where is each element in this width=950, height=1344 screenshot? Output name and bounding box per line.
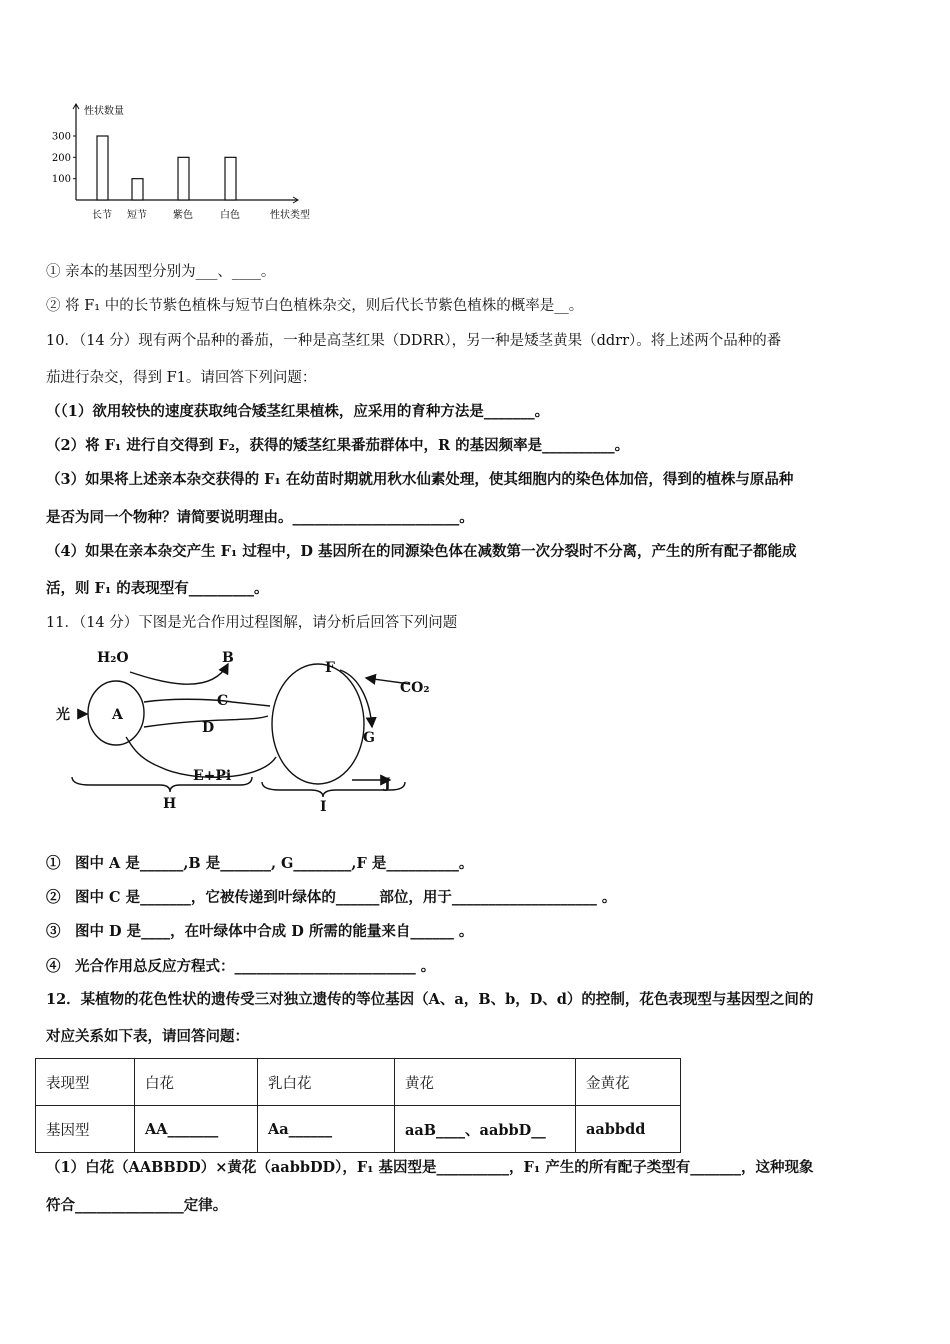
label-h: H bbox=[163, 796, 177, 812]
q9-sub2: ② 将 F₁ 中的长节紫色植株与短节白色植株杂交，则后代长节紫色植株的概率是__。 bbox=[46, 298, 584, 314]
q10-stem-line1: 10．（14 分）现有两个品种的番茄，一种是高茎红果（DDRR），另一种是矮茎黄果（ddrr）。将上述两个品种的番 bbox=[46, 333, 782, 349]
label-b: B bbox=[222, 650, 234, 666]
q12-stem-line2: 对应关系如下表，请回答问题： bbox=[46, 1028, 249, 1045]
y-tick-label: 300 bbox=[51, 131, 71, 143]
q9-sub1: ① 亲本的基因型分别为___、____。 bbox=[46, 264, 276, 280]
q10-part4-line2: 活，则 F₁ 的表现型有_________。 bbox=[46, 580, 269, 597]
label-g: G bbox=[363, 730, 375, 746]
y-axis-label: 性状数量 bbox=[84, 106, 124, 117]
label-light: 光 bbox=[56, 707, 70, 723]
label-f: F bbox=[325, 660, 335, 676]
x-tick-label: 长节 bbox=[92, 210, 112, 221]
q10-part4-line1: （4）如果在亲本杂交产生 F₁ 过程中，D 基因所在的同源染色体在减数第一次分裂时不分离，产生的所有配子都能成 bbox=[46, 543, 797, 560]
label-j: J bbox=[384, 776, 391, 792]
q10-part3-line2: 是否为同一个物种？请简要说明理由。_______________________。 bbox=[46, 509, 474, 526]
y-tick-label: 100 bbox=[51, 174, 71, 186]
q12-part1-line1: （1）白花（AABBDD）×黄花（aabbDD），F₁ 基因型是__________，F₁ 产生的所有配子类型有_______，这种现象 bbox=[46, 1159, 814, 1176]
q10-part2: （2）将 F₁ 进行自交得到 F₂，获得的矮茎红果番茄群体中，R 的基因频率是__________。 bbox=[46, 437, 630, 454]
table-cell: 黄花 bbox=[395, 1059, 576, 1106]
q11-sub2: ② 图中 C 是_______，它被传递到叶绿体的______部位，用于____________________ 。 bbox=[46, 889, 617, 906]
table-cell: 乳白花 bbox=[258, 1059, 395, 1106]
q10-part3-line1: （3）如果将上述亲本杂交获得的 F₁ 在幼苗时期就用秋水仙素处理，使其细胞内的染色体加倍，得到的植株与原品种 bbox=[46, 471, 794, 488]
label-c: C bbox=[217, 693, 229, 709]
label-epi: E+Pi bbox=[193, 768, 232, 784]
label-i: I bbox=[320, 799, 327, 815]
table-row bbox=[36, 1059, 681, 1106]
table-cell: 表现型 bbox=[36, 1059, 135, 1106]
table-cell: 白花 bbox=[135, 1059, 258, 1106]
table-cell: aaB____、aabbD__ bbox=[395, 1106, 576, 1153]
q12-part1-line2: 符合_______________定律。 bbox=[46, 1197, 228, 1214]
bar-短节 bbox=[132, 179, 143, 200]
calvin-cycle-circle bbox=[272, 664, 364, 784]
x-tick-label: 白色 bbox=[220, 210, 240, 221]
q12-stem-line1: 12．某植物的花色性状的遗传受三对独立遗传的等位基因（A、a，B、b，D、d）的控制，花色表现型与基因型之间的 bbox=[46, 991, 814, 1008]
bar-长节 bbox=[97, 136, 108, 200]
table-cell: 金黄花 bbox=[576, 1059, 681, 1106]
x-axis-label: 性状类型 bbox=[270, 210, 310, 221]
label-h2o: H₂O bbox=[97, 650, 129, 666]
table-cell: AA_______ bbox=[135, 1106, 258, 1153]
q11-sub1: ① 图中 A 是______,B 是_______, G________,F 是__________。 bbox=[46, 855, 474, 872]
q11-sub3: ③ 图中 D 是____，在叶绿体中合成 D 所需的能量来自______ 。 bbox=[46, 923, 474, 940]
label-d: D bbox=[202, 720, 215, 736]
label-co2: CO₂ bbox=[400, 680, 430, 696]
water-to-b-arrow bbox=[130, 664, 228, 684]
chart-bars bbox=[97, 136, 236, 200]
c-to-cycle-line bbox=[232, 702, 270, 706]
table-row bbox=[36, 1106, 681, 1153]
table-cell: aabbdd bbox=[576, 1106, 681, 1153]
photosynthesis-diagram bbox=[40, 642, 460, 822]
table-cell: 基因型 bbox=[36, 1106, 135, 1153]
x-tick-label: 紫色 bbox=[173, 210, 193, 221]
q11-stem: 11．（14 分）下图是光合作用过程图解，请分析后回答下列问题 bbox=[46, 615, 458, 631]
table-cell: Aa______ bbox=[258, 1106, 395, 1153]
q11-sub4: ④ 光合作用总反应方程式：_________________________ 。 bbox=[46, 958, 436, 975]
phenotype-genotype-table bbox=[35, 1058, 681, 1153]
trait-bar-chart bbox=[40, 98, 340, 233]
label-a: A bbox=[112, 707, 123, 723]
bar-紫色 bbox=[178, 157, 189, 200]
x-tick-label: 短节 bbox=[127, 210, 147, 221]
q10-stem-line2: 茄进行杂交，得到 F1。请回答下列问题： bbox=[46, 370, 317, 386]
y-tick-label: 200 bbox=[51, 152, 71, 164]
q10-part1: （（1）欲用较快的速度获取纯合矮茎红果植株，应采用的育种方法是_______。 bbox=[46, 403, 550, 420]
bar-白色 bbox=[225, 157, 236, 200]
